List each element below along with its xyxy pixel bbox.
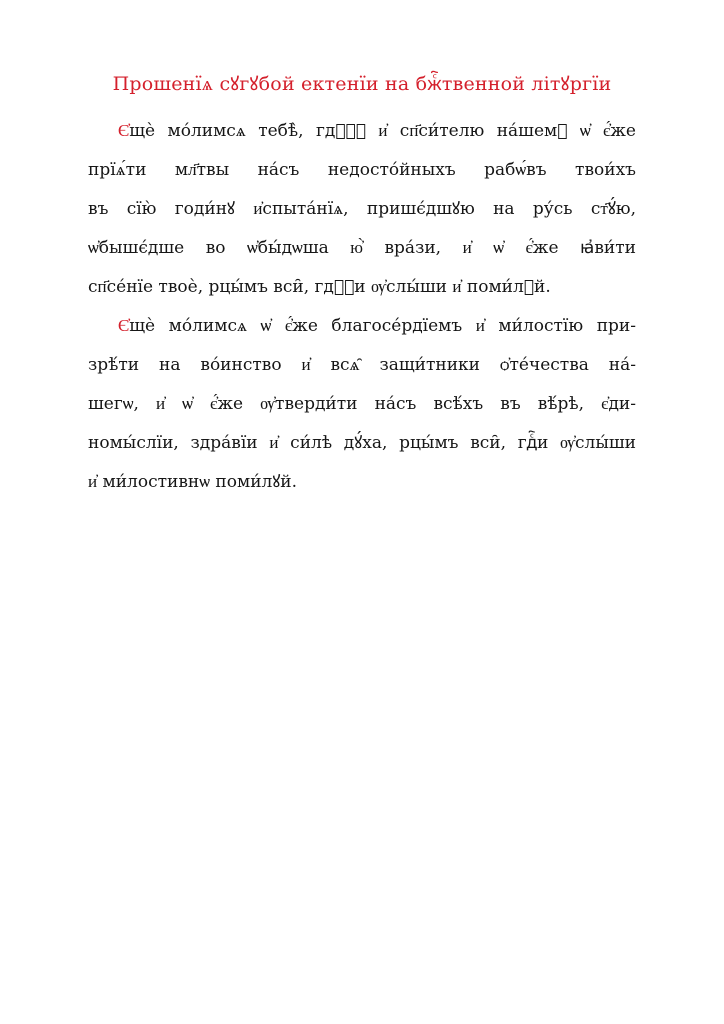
document-title: Прошенїѧ сꙋгꙋбой ектенїи на бжⷭ҇твенной літꙋргїи (112, 73, 612, 95)
red-initial: Є҆ (118, 316, 130, 336)
line-text: щѐ мо́лимсѧ тебѣ̀, гдⷭ҇ꙋ и҆ сп҃си́телю на́шемꙋ ѡ҆ є҆́же (129, 121, 636, 141)
petition-paragraph (88, 112, 636, 307)
text-line: номы́слїи, здра́вїи и҆ си́лѣ дꙋ́ха, рцы́мъ вси̑, гдⷭ҇и ѹ҆слы́ши (88, 433, 636, 453)
red-initial: Є҆ (118, 121, 130, 141)
text-line: шегѡ, и҆ ѡ҆ є҆́же ѹ҆тверди́ти на́съ всѣ́хъ въ вѣ́рѣ, є҆ди- (88, 394, 636, 414)
text-line (88, 307, 636, 346)
text-line: зрѣ́ти на во́инство и҆ всѧ̑ защи́тники ѻ҆те́чества на́- (88, 355, 636, 375)
text-line: въ сїю̀ годи́нꙋ и҆спыта́нїѧ, пришє́дшꙋю на ру́сь ст҃ꙋ́ю, (88, 199, 636, 219)
text-line: ѡ҆бышє́дше во ѡ҆бы́дѡша ю҆̀ вра́зи, и҆ ѡ҆ є҆́же ꙗ҆ви́ти (88, 238, 636, 258)
text-line: сп҃се́нїе твоѐ, рцы́мъ вси̑, гдⷭ҇и ѹ҆слы́ши и҆ поми́лꙋй. (88, 277, 551, 297)
text-line: и҆ ми́лостивнѡ поми́лꙋй. (88, 472, 298, 492)
text-line: прїѧ́ти мл҃твы на́съ недосто́йныхъ рабѡ́въ твои́хъ (88, 160, 636, 180)
text-line (88, 112, 636, 151)
line-text: щѐ мо́лимсѧ ѡ҆ є҆́же благосе́рдїемъ и҆ ми́лостїю при- (129, 316, 636, 336)
petition-paragraph (88, 307, 636, 502)
